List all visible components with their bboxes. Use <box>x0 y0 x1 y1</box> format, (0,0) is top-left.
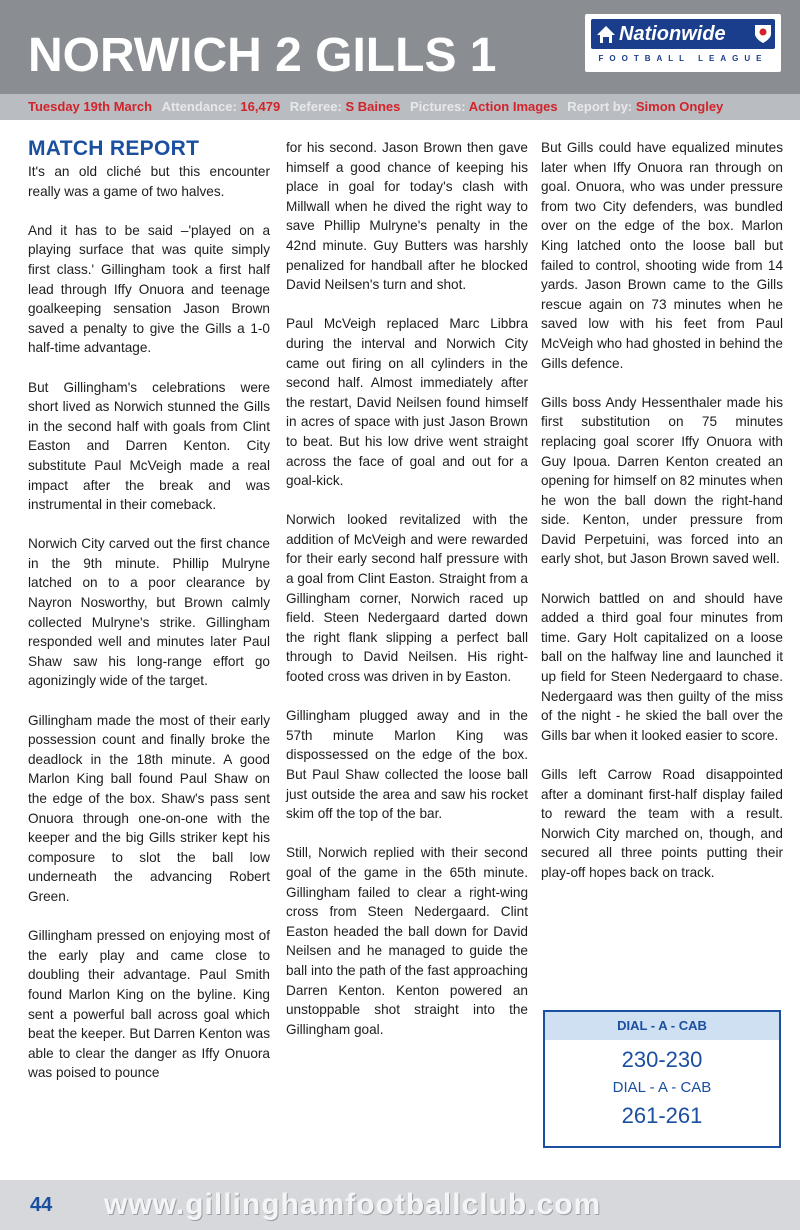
pictures-label: Pictures: <box>410 99 466 114</box>
page-number: 44 <box>30 1194 53 1216</box>
match-info-line <box>28 99 723 114</box>
logo-subtitle: FOOTBALL LEAGUE <box>598 54 768 63</box>
paragraph: Paul McVeigh replaced Marc Libbra during the interval and Norwich City came out firing on all cylinders in the second half. Almost immediately after the restart, David Neilsen found himself in acres of space with just Jason Brown to beat. But his low drive went straight across the face of goal and out for a goal-kick. <box>286 316 528 489</box>
paragraph: Gills left Carrow Road disappointed after a dominant first-half display failed to reward the team with a result. Norwich City marched on, though, and secured all three points putting their play-off hopes back on track. <box>541 767 783 880</box>
match-date: Tuesday 19th March <box>28 99 153 114</box>
advert-subheading: DIAL - A - CAB <box>612 1079 712 1096</box>
paragraph: Norwich battled on and should have added a third goal four minutes from time. Gary Holt capitalized on a loose ball on the halfway line and launched it up field for Steen Nedergaard to chase. Nedergaard was then guilty of the miss of the night - he skied the ball over the Gills bar when it looked easier to score. <box>541 590 783 743</box>
paragraph: And it has to be said –'played on a playing surface that was quite simply first class.' Gillingham took a first half lead through Iffy Onuora and teenage goalkeeping sensation Jason Brown saved a penalty to give the Gills a 1-0 half-time advantage. <box>28 222 270 356</box>
paragraph: Norwich looked revitalized with the addition of McVeigh and were rewarded for their early second half pressure with a goal from Clint Easton. Straight from a Gillingham corner, Norwich raced up field. Steen Nedergaard darted down the right flank slipping a perfect ball through to David Neilsen. His right-footed cross was driven in by Easton. <box>286 512 528 685</box>
website-url: www.gillinghamfootballclub.com <box>104 1188 602 1221</box>
article-column-3 <box>541 138 783 902</box>
paragraph: Gillingham plugged away and in the 57th minute Marlon King was dispossessed on the edge of the box. But Paul Shaw collected the loose ball just outside the area and saw his rocket skim off the top of the bar. <box>286 708 528 822</box>
paragraph: Gillingham made the most of their early possession count and finally broke the deadlock in the 18th minute. A good Marlon King ball found Paul Shaw on the edge of the box. Shaw's pass sent Onuora through one-on-one with the keeper and the big Gills striker kept his composure to slot the ball low underneath the advancing Robert Green. <box>28 712 270 904</box>
paragraph: But Gillingham's celebrations were short lived as Norwich stunned the Gills in the second half with goals from Clint Easton and Darren Kenton. City substitute Paul McVeigh made a real impact after the break and was instrumental in their comeback. <box>28 379 270 513</box>
logo-name: Nationwide <box>619 23 726 45</box>
match-info-bar <box>0 94 800 120</box>
report-author: Simon Ongley <box>635 99 724 114</box>
article-column-2 <box>286 138 528 1059</box>
paragraph: It's an old cliché but this encounter really was a game of two halves. <box>28 164 270 199</box>
paragraph: Norwich City carved out the first chance in the 9th minute. Phillip Mulryne latched on to a poor clearance by Nayron Nosworthy, but Brown calmly collected Mulryne's strike. Gillingham responded well and minutes later Paul Shaw saw his long-range effort go agonizingly wide of the target. <box>28 536 270 689</box>
match-report-title: MATCH REPORT <box>28 137 200 160</box>
crest-icon <box>754 24 772 44</box>
paragraph: Still, Norwich replied with their second goal of the game in the 65th minute. Gillingham failed to clear a right-wing cross from Steen Nedergaard. Clint Easton headed the ball down for David Neilsen and he managed to guide the ball into the path of the fast approaching Darren Kenton. Kenton powered an unstoppable shot straight into the Gillingham goal. <box>286 845 528 1037</box>
advert-phone-1: 230-230 <box>621 1047 703 1072</box>
logo-banner <box>591 19 775 49</box>
advert-heading: DIAL - A - CAB <box>545 1012 779 1040</box>
attendance-value: 16,479 <box>240 99 281 114</box>
pictures-value: Action Images <box>468 99 558 114</box>
paragraph: for his second. Jason Brown then gave himself a good chance of keeping his place in goal for today's clash with Millwall when he dived the right way to save Phillip Mulryne's penalty in the 42nd minute. Guy Butters was harshly penalized for handball after he blocked David Neilsen's turn and shot. <box>286 140 528 293</box>
advert-phone-2: 261-261 <box>621 1103 703 1128</box>
house-icon <box>595 23 617 45</box>
paragraph: Gills boss Andy Hessenthaler made his first substitution on 75 minutes replacing goal scorer Iffy Onuora with Guy Ipoua. Darren Kenton created an opening for himself on 82 minutes when he won the ball down the right-hand side. Kenton, under pressure from David Perpetuini, was forced into an early shot, but Jason Brown saved well. <box>541 394 783 567</box>
footer-band <box>0 1180 800 1230</box>
report-label: Report by: <box>567 99 633 114</box>
nationwide-logo <box>585 14 781 72</box>
referee-value: S Baines <box>345 99 401 114</box>
referee-label: Referee: <box>289 99 342 114</box>
headline: NORWICH 2 GILLS 1 <box>28 29 497 82</box>
article-column-1 <box>28 138 270 1103</box>
paragraph: But Gills could have equalized minutes later when Iffy Onuora ran through on goal. Onuora, who was under pressure from two City defenders, was bundled over on the edge of the box. Marlon King latched onto the loose ball but failed to control, shooting wide from 14 yards. Jason Brown came to the Gills rescue again on 73 minutes when he saved low with his feet from Paul McVeigh who had ghosted in behind the Gills defence. <box>541 140 783 371</box>
dial-a-cab-advert <box>543 1010 781 1148</box>
attendance-label: Attendance: <box>161 99 237 114</box>
paragraph: Gillingham pressed on enjoying most of the early play and came close to doubling their advantage. Paul Smith found Marlon King on the byline. King sent a powerful ball across goal which beat the keeper. But Darren Kenton was able to clear the danger as Iffy Onuora was poised to pounce <box>28 928 270 1081</box>
header-band <box>0 0 800 94</box>
